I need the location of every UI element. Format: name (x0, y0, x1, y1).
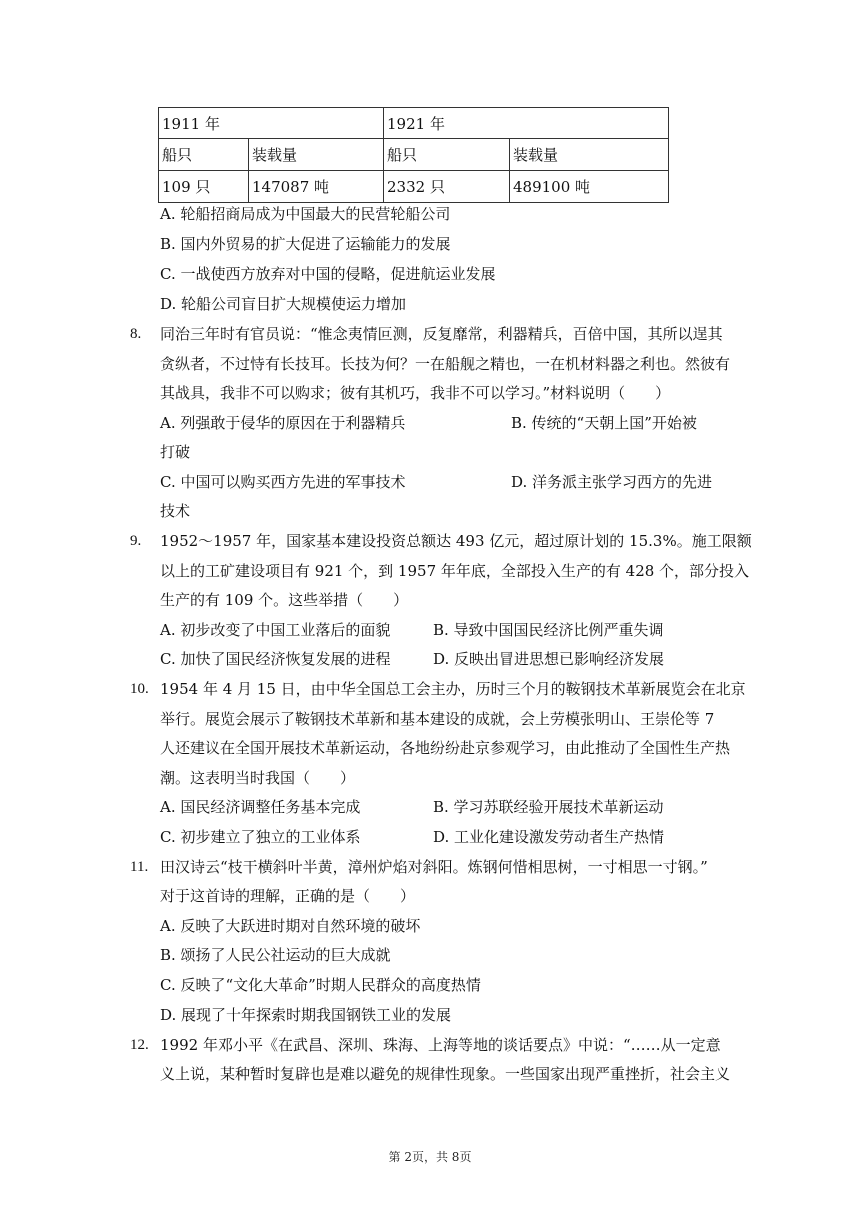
question-text: 生产的有 109 个。这些举措（ ） (160, 591, 409, 609)
option-c: C. 加快了国民经济恢复发展的进程 (160, 650, 391, 668)
page-footer: 第 2页，共 8页 (388, 1150, 472, 1164)
table-cell: 147087 吨 (249, 171, 384, 203)
question-text: 潮。这表明当时我国（ ） (160, 769, 356, 787)
table-cell: 1921 年 (384, 108, 669, 139)
option-d: D. 洋务派主张学习西方的先进 (511, 473, 713, 491)
option-b-continued: 打破 (160, 443, 191, 461)
option-d: D. 轮船公司盲目扩大规模使运力增加 (160, 295, 407, 313)
option-a: A. 国民经济调整任务基本完成 (160, 798, 361, 816)
option-c: C. 中国可以购买西方先进的军事技术 (160, 473, 406, 491)
option-b: B. 国内外贸易的扩大促进了运输能力的发展 (160, 235, 451, 253)
table-cell: 装载量 (249, 139, 384, 171)
table-row (159, 108, 669, 139)
table-cell: 1911 年 (159, 108, 384, 139)
question-text: 以上的工矿建设项目有 921 个，到 1957 年年底，全部投入生产的有 428 个，部分投入 (160, 562, 750, 580)
question-text: 对于这首诗的理解，正确的是（ ） (160, 887, 416, 905)
option-a: A. 反映了大跃进时期对自然环境的破坏 (160, 917, 421, 935)
table-cell: 109 只 (159, 171, 249, 203)
table-row (159, 139, 669, 171)
table-row (159, 171, 669, 203)
question-number: 10. (130, 681, 149, 697)
question-text: 同治三年时有官员说：“惟念夷情叵测，反复靡常，利器精兵，百倍中国，其所以逞其 (160, 325, 723, 343)
question-text: 人还建议在全国开展技术革新运动，各地纷纷赴京参观学习，由此推动了全国性生产热 (160, 739, 731, 757)
question-text: 举行。展览会展示了鞍钢技术革新和基本建设的成就，会上劳模张明山、王崇伦等 7 (160, 710, 715, 728)
option-d: D. 展现了十年探索时期我国钢铁工业的发展 (160, 1006, 452, 1024)
option-b: B. 传统的“天朝上国”开始被 (511, 414, 697, 432)
option-b: B. 导致中国国民经济比例严重失调 (433, 621, 664, 639)
option-d: D. 反映出冒进思想已影响经济发展 (433, 650, 665, 668)
question-number: 12. (130, 1037, 149, 1053)
question-text: 义上说，某种暂时复辟也是难以避免的规律性现象。一些国家出现严重挫折，社会主义 (160, 1065, 731, 1083)
shipping-table (158, 107, 669, 203)
question-number: 9. (130, 533, 142, 549)
option-b: B. 颂扬了人民公社运动的巨大成就 (160, 946, 391, 964)
option-c: C. 一战使西方放弃对中国的侵略，促进航运业发展 (160, 265, 496, 283)
question-number: 11. (130, 859, 149, 875)
option-a: A. 列强敢于侵华的原因在于利器精兵 (160, 414, 406, 432)
question-text: 1954 年 4 月 15 日，由中华全国总工会主办，历时三个月的鞍钢技术革新展览会在北京 (160, 680, 746, 698)
option-a: A. 轮船招商局成为中国最大的民营轮船公司 (160, 205, 451, 223)
question-text: 其战具，我非不可以购求；彼有其机巧，我非不可以学习。”材料说明（ ） (160, 384, 671, 402)
option-d-continued: 技术 (160, 502, 191, 520)
option-c: C. 反映了“文化大革命”时期人民群众的高度热情 (160, 976, 481, 994)
table-cell: 船只 (384, 139, 510, 171)
table-cell: 489100 吨 (510, 171, 669, 203)
option-d: D. 工业化建设激发劳动者生产热情 (433, 828, 665, 846)
table-cell: 2332 只 (384, 171, 510, 203)
question-text: 贪纵者，不过恃有长技耳。长技为何？一在船舰之精也，一在机材料器之利也。然彼有 (160, 355, 731, 373)
question-text: 1992 年邓小平《在武昌、深圳、珠海、上海等地的谈话要点》中说：“……从一定意 (160, 1036, 721, 1054)
option-a: A. 初步改变了中国工业落后的面貌 (160, 621, 391, 639)
option-b: B. 学习苏联经验开展技术革新运动 (433, 798, 664, 816)
question-text: 田汉诗云“枝干横斜叶半黄，漳州炉焰对斜阳。炼钢何惜相思树，一寸相思一寸钢。” (160, 858, 708, 876)
table-cell: 船只 (159, 139, 249, 171)
question-number: 8. (130, 326, 142, 342)
option-c: C. 初步建立了独立的工业体系 (160, 828, 361, 846)
question-text: 1952～1957 年，国家基本建设投资总额达 493 亿元，超过原计划的 15.3%。施工限额 (160, 532, 752, 550)
table-cell: 装载量 (510, 139, 669, 171)
